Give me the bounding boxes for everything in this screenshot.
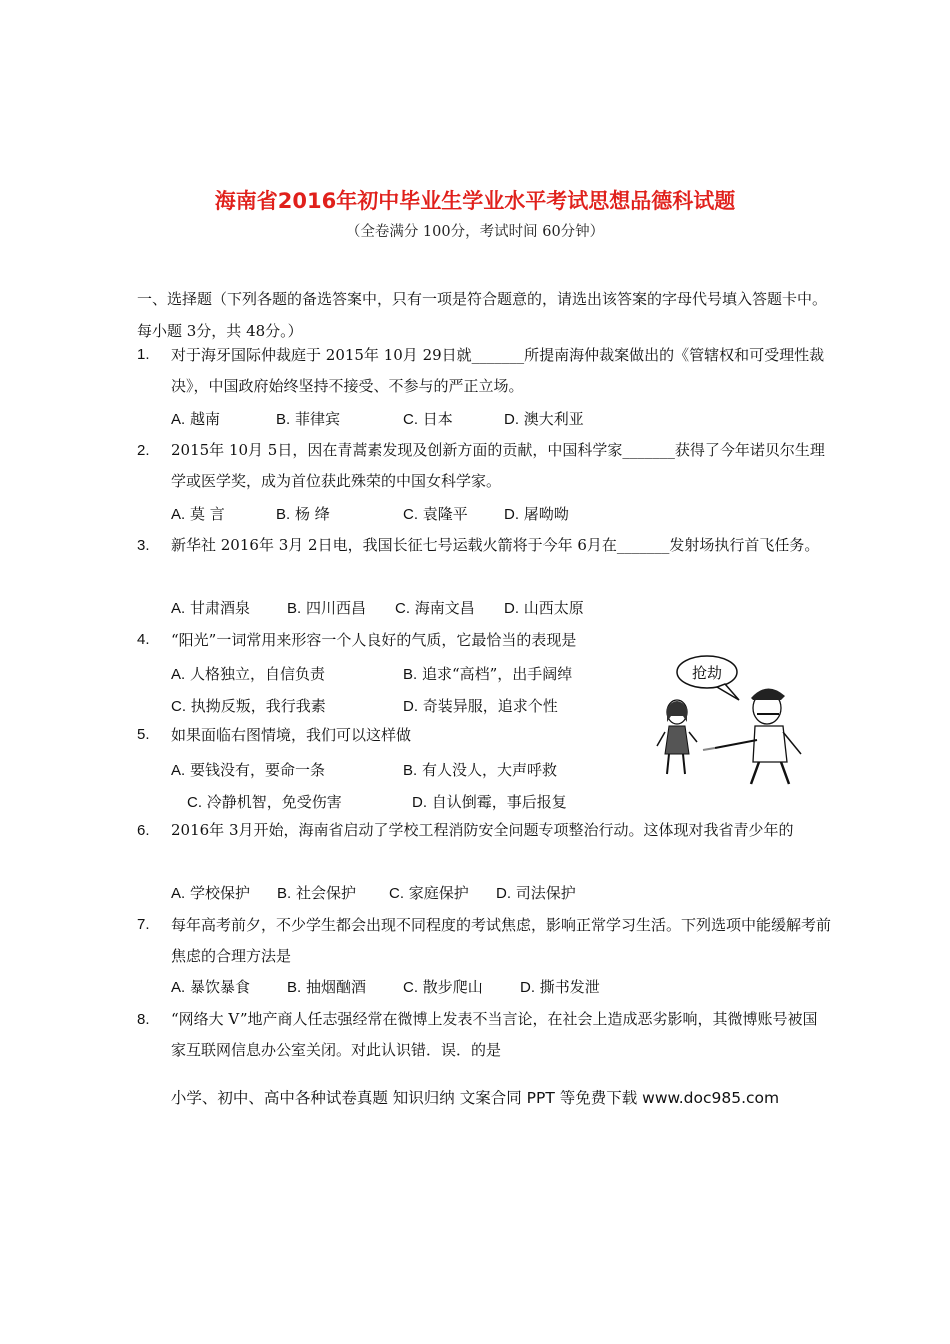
question-text: “阳光”一词常用来形容一个人良好的气质，它最恰当的表现是 (171, 631, 577, 649)
option-letter: A. (171, 762, 186, 779)
option-letter: D. (412, 794, 427, 811)
page-footer: 小学、初中、高中各种试卷真题 知识归纳 文案合同 PPT 等免费下载 www.doc985.com (170, 1089, 780, 1107)
option-c (403, 976, 483, 997)
option-d (504, 408, 584, 429)
option-text: 山西太原 (523, 599, 584, 617)
option-letter: C. (403, 411, 418, 428)
option-letter: C. (171, 698, 186, 715)
option-text: 学校保护 (189, 884, 250, 902)
robbery-cartoon-image (655, 650, 815, 790)
option-text: 执拗反叛，我行我素 (190, 697, 326, 715)
option-text: 冷静机智，免受伤害 (206, 793, 342, 811)
option-text: 有人没人，大声呼救 (421, 761, 557, 779)
option-letter: A. (171, 885, 186, 902)
question-text: “网络大 V”地产商人任志强经常在微博上发表不当言论，在社会上造成恶劣影响，其微博账号被国家互联网信息办公室关闭。对此认识错．误．的是 (171, 1010, 818, 1059)
exam-title: 海南省2016年初中毕业生学业水平考试思想品德科试题 (214, 189, 736, 213)
question-number: 7. (137, 916, 150, 933)
question-text: 新华社 2016年 3月 2日电，我国长征七号运载火箭将于今年 6月在_______发射场执行首飞任务。 (171, 536, 820, 554)
option-b (276, 408, 340, 429)
option-d (520, 976, 600, 997)
option-letter: D. (520, 979, 535, 996)
option-d (504, 597, 584, 618)
option-text: 四川西昌 (305, 599, 366, 617)
option-text: 追求“高档”，出手阔绰 (421, 665, 573, 683)
option-text: 奇装异服，追求个性 (422, 697, 558, 715)
option-a (171, 882, 250, 903)
option-c (389, 882, 469, 903)
option-letter: D. (403, 698, 418, 715)
option-letter: D. (504, 506, 519, 523)
option-text: 撕书发泄 (539, 978, 600, 996)
option-text: 莫 言 (189, 505, 225, 523)
question-number: 4. (137, 631, 150, 648)
option-c (187, 791, 342, 812)
option-letter: C. (389, 885, 404, 902)
option-letter: B. (276, 506, 291, 523)
option-text: 屠呦呦 (523, 505, 569, 523)
option-letter: A. (171, 506, 186, 523)
option-text: 暴饮暴食 (189, 978, 250, 996)
option-a (171, 597, 250, 618)
option-b (403, 663, 572, 684)
option-a (171, 759, 325, 780)
option-letter: B. (287, 600, 302, 617)
option-text: 散步爬山 (422, 978, 483, 996)
question-number: 5. (137, 726, 150, 743)
option-letter: C. (403, 506, 418, 523)
option-text: 要钱没有，要命一条 (189, 761, 325, 779)
question-number: 8. (137, 1011, 150, 1028)
option-b (403, 759, 557, 780)
option-text: 自认倒霉，事后报复 (431, 793, 567, 811)
question-number: 2. (137, 442, 150, 459)
question-text: 每年高考前夕，不少学生都会出现不同程度的考试焦虑，影响正常学习生活。下列选项中能缓解考前焦虑的合理方法是 (171, 916, 832, 965)
option-d (504, 503, 569, 524)
option-d (412, 791, 567, 812)
section-heading: 一、选择题（下列各题的备选答案中，只有一项是符合题意的，请选出该答案的字母代号填入答题卡中。每小题 3分，共 48分。） (137, 290, 828, 340)
option-letter: D. (504, 411, 519, 428)
option-text: 杨 绛 (294, 505, 330, 523)
question-text: 对于海牙国际仲裁庭于 2015年 10月 29日就_______所提南海仲裁案做出的《管辖权和可受理性裁决》，中国政府始终坚持不接受、不参与的严正立场。 (171, 346, 825, 395)
option-letter: A. (171, 979, 186, 996)
option-b (277, 882, 356, 903)
option-text: 司法保护 (515, 884, 576, 902)
option-letter: D. (504, 600, 519, 617)
option-letter: C. (187, 794, 202, 811)
option-letter: A. (171, 411, 186, 428)
option-text: 澳大利亚 (523, 410, 584, 428)
option-b (276, 503, 330, 524)
option-text: 越南 (189, 410, 220, 428)
option-b (287, 597, 366, 618)
option-text: 人格独立，自信负责 (189, 665, 325, 683)
option-a (171, 503, 225, 524)
option-text: 海南文昌 (414, 599, 475, 617)
option-letter: B. (403, 666, 418, 683)
option-text: 菲律宾 (294, 410, 340, 428)
question-text: 2016年 3月开始，海南省启动了学校工程消防安全问题专项整治行动。这体现对我省青少年的 (171, 821, 794, 839)
option-letter: B. (403, 762, 418, 779)
option-text: 袁隆平 (422, 505, 468, 523)
option-letter: B. (277, 885, 292, 902)
question-text: 如果面临右图情境，我们可以这样做 (171, 726, 412, 744)
option-text: 家庭保护 (408, 884, 469, 902)
option-c (395, 597, 475, 618)
option-letter: A. (171, 666, 186, 683)
option-text: 抽烟酗酒 (305, 978, 366, 996)
option-text: 日本 (422, 410, 453, 428)
option-letter: A. (171, 600, 186, 617)
option-a (171, 408, 220, 429)
exam-subtitle: （全卷满分 100分，考试时间 60分钟） (345, 224, 605, 240)
option-b (287, 976, 366, 997)
option-letter: B. (287, 979, 302, 996)
option-a (171, 976, 250, 997)
option-text: 社会保护 (295, 884, 356, 902)
option-letter: B. (276, 411, 291, 428)
question-number: 3. (137, 537, 150, 554)
option-letter: C. (403, 979, 418, 996)
option-a (171, 663, 325, 684)
question-text: 2015年 10月 5日，因在青蒿素发现及创新方面的贡献，中国科学家_______获得了今年诺贝尔生理学或医学奖，成为首位获此殊荣的中国女科学家。 (171, 441, 825, 490)
option-text: 甘肃酒泉 (189, 599, 250, 617)
question-number: 1. (137, 346, 150, 363)
option-letter: D. (496, 885, 511, 902)
option-c (171, 695, 326, 716)
speech-bubble-text: 抢劫 (691, 664, 723, 682)
option-letter: C. (395, 600, 410, 617)
question-number: 6. (137, 822, 150, 839)
option-d (496, 882, 576, 903)
option-d (403, 695, 558, 716)
option-c (403, 408, 453, 429)
option-c (403, 503, 468, 524)
